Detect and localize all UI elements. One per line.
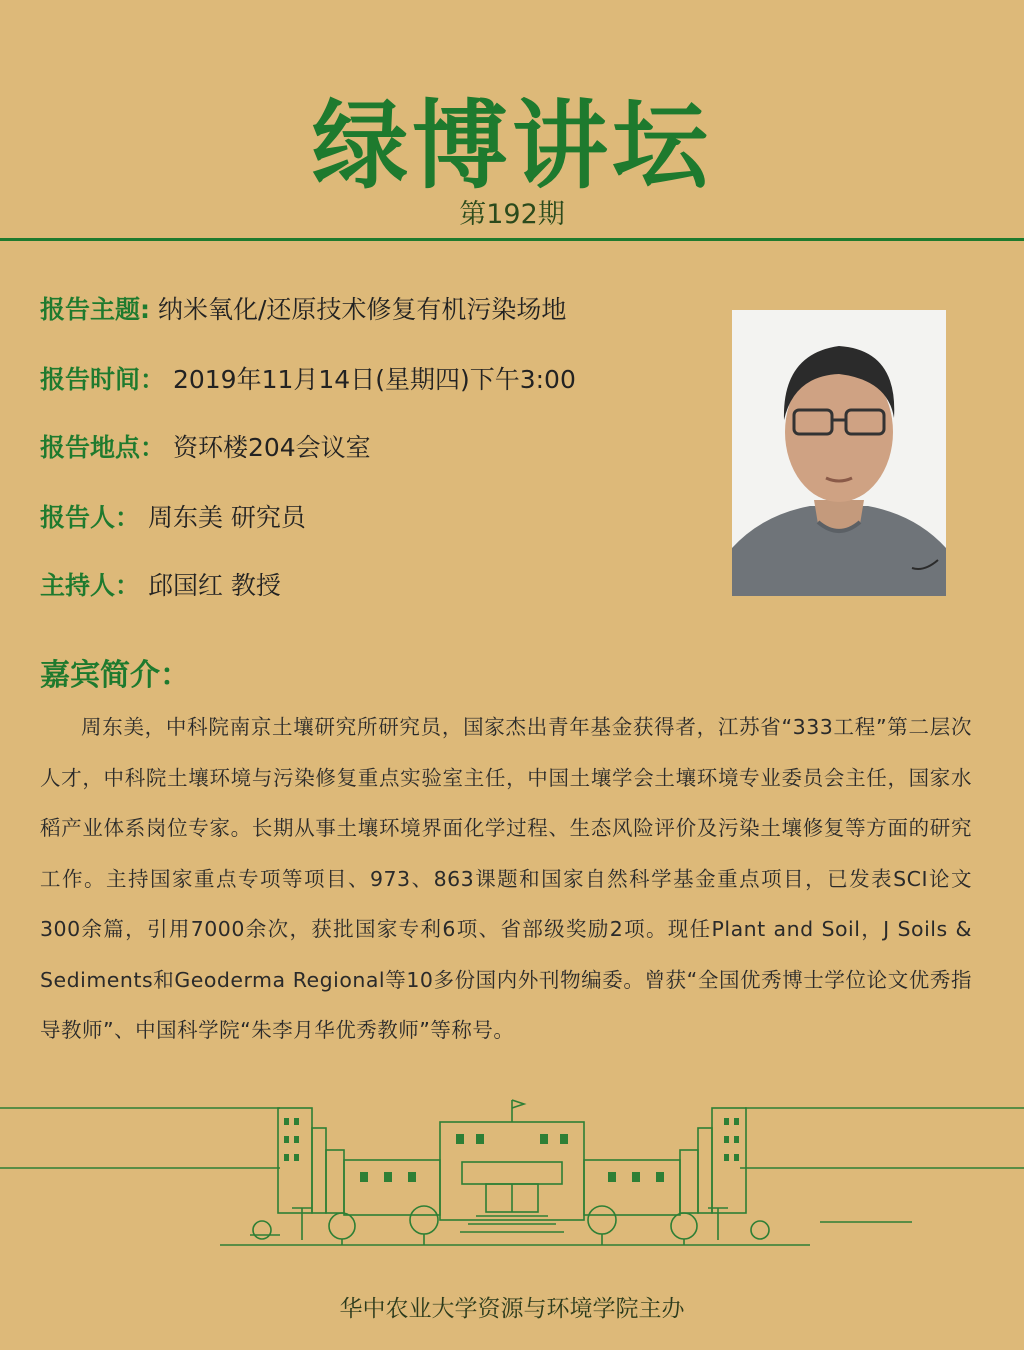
host-value: 邱国红 教授 bbox=[147, 571, 281, 600]
speaker-portrait-icon bbox=[732, 310, 946, 596]
speaker-photo bbox=[732, 310, 946, 596]
info-row-location bbox=[40, 428, 371, 464]
speaker-label: 报告人： bbox=[40, 503, 141, 532]
info-row-speaker bbox=[40, 498, 306, 534]
bio-heading: 嘉宾简介： bbox=[40, 658, 190, 693]
topic-label: 报告主题: bbox=[40, 295, 150, 324]
header-divider bbox=[0, 238, 1024, 241]
speaker-value: 周东美 研究员 bbox=[147, 503, 306, 532]
location-value: 资环楼204会议室 bbox=[172, 433, 371, 462]
bio-text: 周东美，中科院南京土壤研究所研究员，国家杰出青年基金获得者，江苏省“333工程”第二层次人才，中科院土壤环境与污染修复重点实验室主任，中国土壤学会土壤环境专业委员会主任，国家水稻产业体系岗位专家。长期从事土壤环境界面化学过程、生态风险评价及污染土壤修复等方面的研究工作。主持国家重点专项等项目、973、863课题和国家自然科学基金重点项目，已发表SCI论文300余篇，引用7000余次，获批国家专利6项、省部级奖励2项。现任Plant and Soil，J Soils & Sediments和Geoderma Regional等10多份国内外刊物编委。曾获“全国优秀博士学位论文优秀指导教师”、中国科学院“朱李月华优秀教师”等称号。 bbox=[40, 715, 972, 1042]
time-value: 2019年11月14日(星期四)下午3:00 bbox=[172, 365, 576, 394]
issue-number: 第192期 bbox=[459, 199, 565, 230]
time-label: 报告时间： bbox=[40, 365, 166, 394]
topic-value: 纳米氧化/还原技术修复有机污染场地 bbox=[157, 295, 567, 324]
organizer-footer: 华中农业大学资源与环境学院主办 bbox=[339, 1296, 685, 1322]
info-row-time bbox=[40, 360, 576, 396]
forum-title: 绿博讲坛 bbox=[312, 90, 712, 202]
location-label: 报告地点： bbox=[40, 433, 166, 462]
info-row-host bbox=[40, 566, 281, 602]
info-row-topic bbox=[40, 290, 566, 326]
campus-building-illustration bbox=[0, 1090, 1024, 1260]
host-label: 主持人： bbox=[40, 571, 141, 600]
